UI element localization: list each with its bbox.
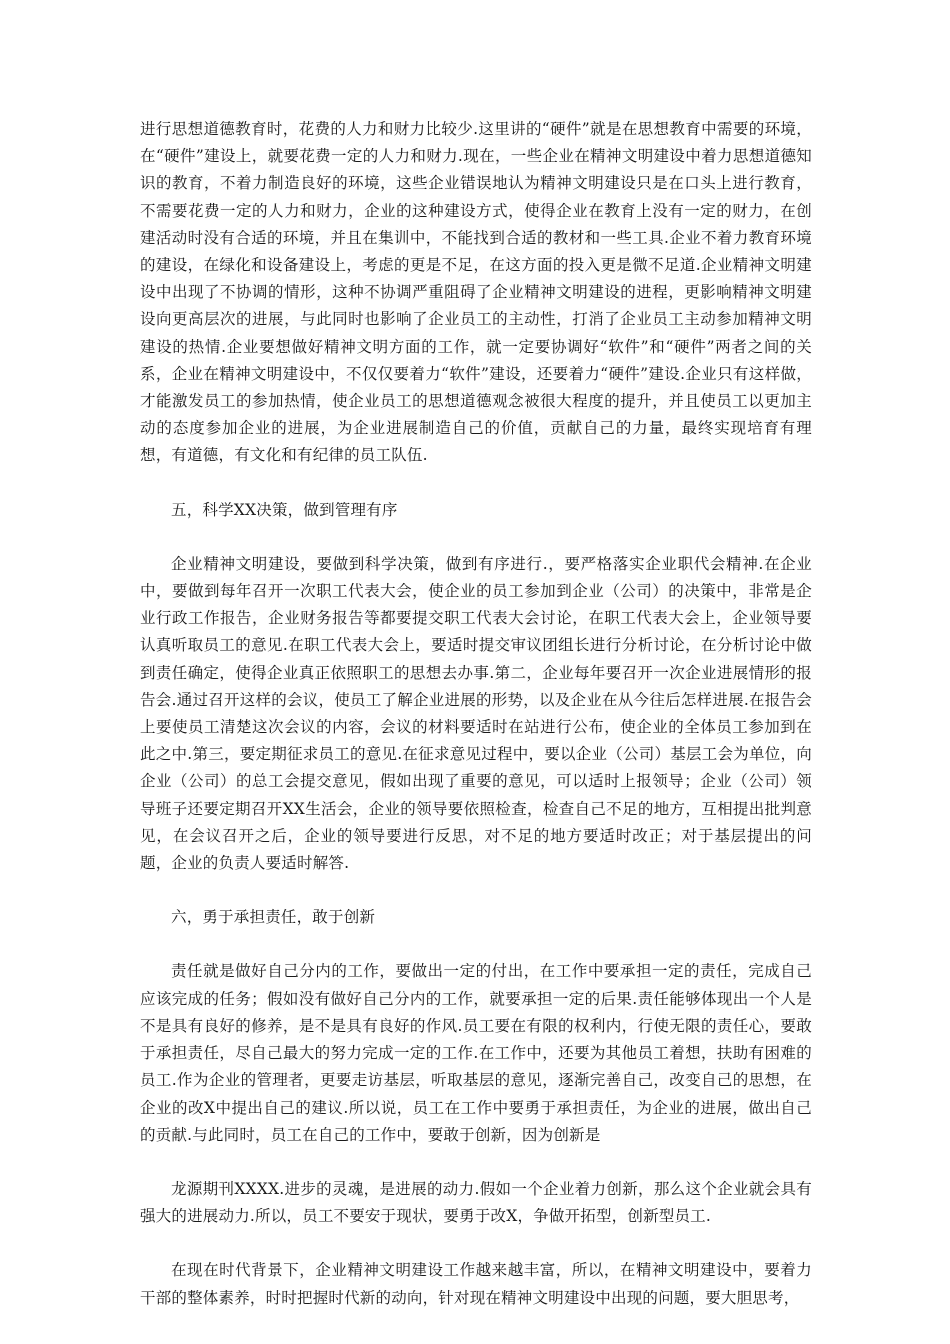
paragraph-innovation: 龙源期刊XXXX.进步的灵魂，是进展的动力.假如一个企业着力创新，那么这个企业就会具有强大的进展动力.所以，员工不要安于现状，要勇于改X，争做开拓型，创新型员工. — [140, 1179, 812, 1226]
paragraph-responsibility: 责任就是做好自己分内的工作，要做出一定的付出，在工作中要承担一定的责任，完成自己应该完成的任务；假如没有做好自己分内的工作，就要承担一定的后果.责任能够体现出一个人是不是具有良好的修养，是不是具有良好的作风.员工要在有限的权利内，行使无限的责任心，要敢于承担责任，尽自己最大的努力完成一定的工作.在工作中，还要为其他员工着想，扶助有困难的员工.作为企业的管理者，更要走访基层，听取基层的意见，逐渐完善自己，改变自己的思想，在企业的改X中提出自己的建议.所以说，员工在工作中要勇于承担责任，为企业的进展，做出自己的贡献.与此同时，员工在自己的工作中，要敢于创新，因为创新是 — [140, 962, 812, 1144]
paragraph-scientific-decision: 企业精神文明建设，要做到科学决策，做到有序进行.，要严格落实企业职代会精神.在企业中，要做到每年召开一次职工代表大会，使企业的员工参加到企业（公司）的决策中，非常是企业行政工作报告，企业财务报告等都要提交职工代表大会讨论，在职工代表大会上，企业领导要认真听取员工的意见.在职工代表大会上，要适时提交审议团组长进行分析讨论，在分析讨论中做到责任确定，使得企业真正依照职工的思想去办事.第二，企业每年要召开一次企业进展情形的报告会.通过召开这样的会议，使员工了解企业进展的形势，以及企业在从今往后怎样进展.在报告会上要使员工清楚这次会议的内容，会议的材料要适时在站进行公布，使企业的全体员工参加到在此之中.第三，要定期征求员工的意见.在征求意见过程中，要以企业（公司）基层工会为单位，向企业（公司）的总工会提交意见，假如出现了重要的意见，可以适时上报领导；企业（公司）领导班子还要定期召开XX生活会，企业的领导要依照检查，检查自己不足的地方，互相提出批判意见，在会议召开之后，企业的领导要进行反思，对不足的地方要适时改正；对于基层提出的问题，企业的负责人要适时解答. — [140, 554, 812, 873]
document-page — [140, 116, 812, 1339]
section-heading-6: 六，勇于承担责任，敢于创新 — [171, 908, 376, 927]
paragraph-hardware-software: 进行思想道德教育时，花费的人力和财力比较少.这里讲的“硬件”就是在思想教育中需要的环境，在“硬件”建设上，就要花费一定的人力和财力.现在，一些企业在精神文明建设中着力思想道德知识的教育，不着力制造良好的环境，这些企业错误地认为精神文明建设只是在口头上进行教育，不需要花费一定的人力和财力，企业的这种建设方式，使得企业在教育上没有一定的财力，在创建活动时没有合适的环境，并且在集训中，不能找到合适的教材和一些工具.企业不着力教育环境的建设，在绿化和设备建设上，考虑的更是不足，在这方面的投入更是微不足道.企业精神文明建设中出现了不协调的情形，这种不协调严重阻碍了企业精神文明建设的进程，更影响精神文明建设向更高层次的进展，与此同时也影响了企业员工的主动性，打消了企业员工主动参加精神文明建设的热情.企业要想做好精神文明方面的工作，就一定要协调好“软件”和“硬件”两者之间的关系，企业在精神文明建设中，不仅仅要着力“软件”建设，还要着力“硬件”建设.企业只有这样做，才能激发员工的参加热情，使企业员工的思想道德观念被很大程度的提升，并且使员工以更加主动的态度参加企业的进展，为企业进展制造自己的价值，贡献自己的力量，最终实现培育有理想，有道德，有文化和有纪律的员工队伍. — [140, 120, 813, 465]
paragraph-era-background: 在现在时代背景下，企业精神文明建设工作越来越丰富，所以，在精神文明建设中，要着力干部的整体素养，时时把握时代新的动向，针对现在精神文明建设中出现的问题，要大胆思考， — [140, 1261, 812, 1307]
section-heading-5: 五，科学XX决策，做到管理有序 — [171, 500, 398, 519]
